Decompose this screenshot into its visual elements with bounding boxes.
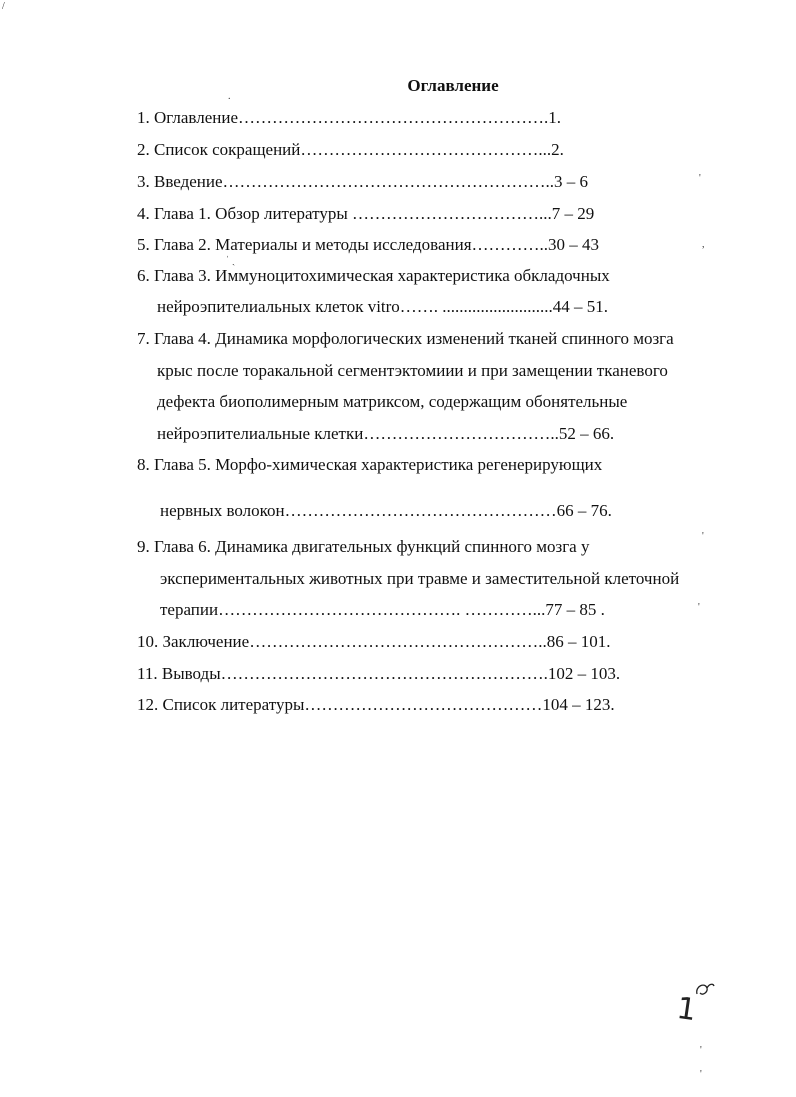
toc-entry-2: 2. Список сокращений……………………………………...2. [137, 140, 564, 159]
toc-entry-10: 10. Заключение……………………………………………..86 – 101. [137, 632, 611, 651]
scan-mark: , [702, 239, 705, 250]
toc-entry-9: 9. Глава 6. Динамика двигательных функций спинного мозга у [137, 537, 590, 556]
toc-entry-6: 6. Глава 3. Иммуноцитохимическая характеристика обкладочных [137, 266, 610, 285]
scan-mark: . [228, 91, 231, 102]
toc-entry-7: 7. Глава 4. Динамика морфологических изменений тканей спинного мозга [137, 329, 674, 348]
scan-mark: ˈ ˏ [226, 255, 236, 266]
handwritten-page-number: 1 [674, 990, 699, 1029]
toc-entry-5: 5. Глава 2. Материалы и методы исследования…………..30 – 43 [137, 235, 600, 254]
scan-mark: ' [699, 173, 701, 184]
toc-entry-12: 12. Список литературы……………………………………104 – 123. [137, 695, 615, 714]
scan-mark: ' [698, 602, 700, 613]
toc-entry-4: 4. Глава 1. Обзор литературы ……………………………...7 – 29 [137, 204, 595, 223]
toc-entry-7-cont-2: дефекта биополимерным матриксом, содержащим обонятельные [157, 392, 628, 411]
toc-entry-6-cont: нейроэпителиальных клеток vitro……. ..........................44 – 51. [157, 297, 609, 316]
toc-entry-3: 3. Введение…………………………………………………..3 – 6 [137, 172, 589, 191]
toc-entry-1: 1. Оглавление……………………………………………….1. [137, 108, 561, 127]
toc-entry-9-cont-1: экспериментальных животных при травме и заместительной клеточной [160, 569, 680, 588]
scan-mark: ' [700, 1069, 702, 1080]
toc-entry-7-cont-3: нейроэпителиальные клетки……………………………..52 – 66. [157, 424, 615, 443]
toc-entry-7-cont-1: крыс после торакальной сегментэктомиии и при замещении тканевого [157, 361, 668, 380]
scan-mark: / [2, 1, 5, 12]
toc-entry-8-cont: нервных волокон…………………………………………66 – 76. [160, 501, 612, 520]
scan-mark: ' [700, 1045, 702, 1056]
page-title: Оглавление [407, 76, 499, 95]
toc-entry-8: 8. Глава 5. Морфо-химическая характеристика регенерирующих [137, 455, 603, 474]
toc-entry-11: 11. Выводы………………………………………………….102 – 103. [137, 664, 621, 683]
scan-mark: ' [702, 531, 704, 542]
handwritten-mark-icon [693, 980, 717, 1000]
toc-entry-9-cont-2: терапии……………………………………. …………...77 – 85 . [160, 600, 605, 619]
